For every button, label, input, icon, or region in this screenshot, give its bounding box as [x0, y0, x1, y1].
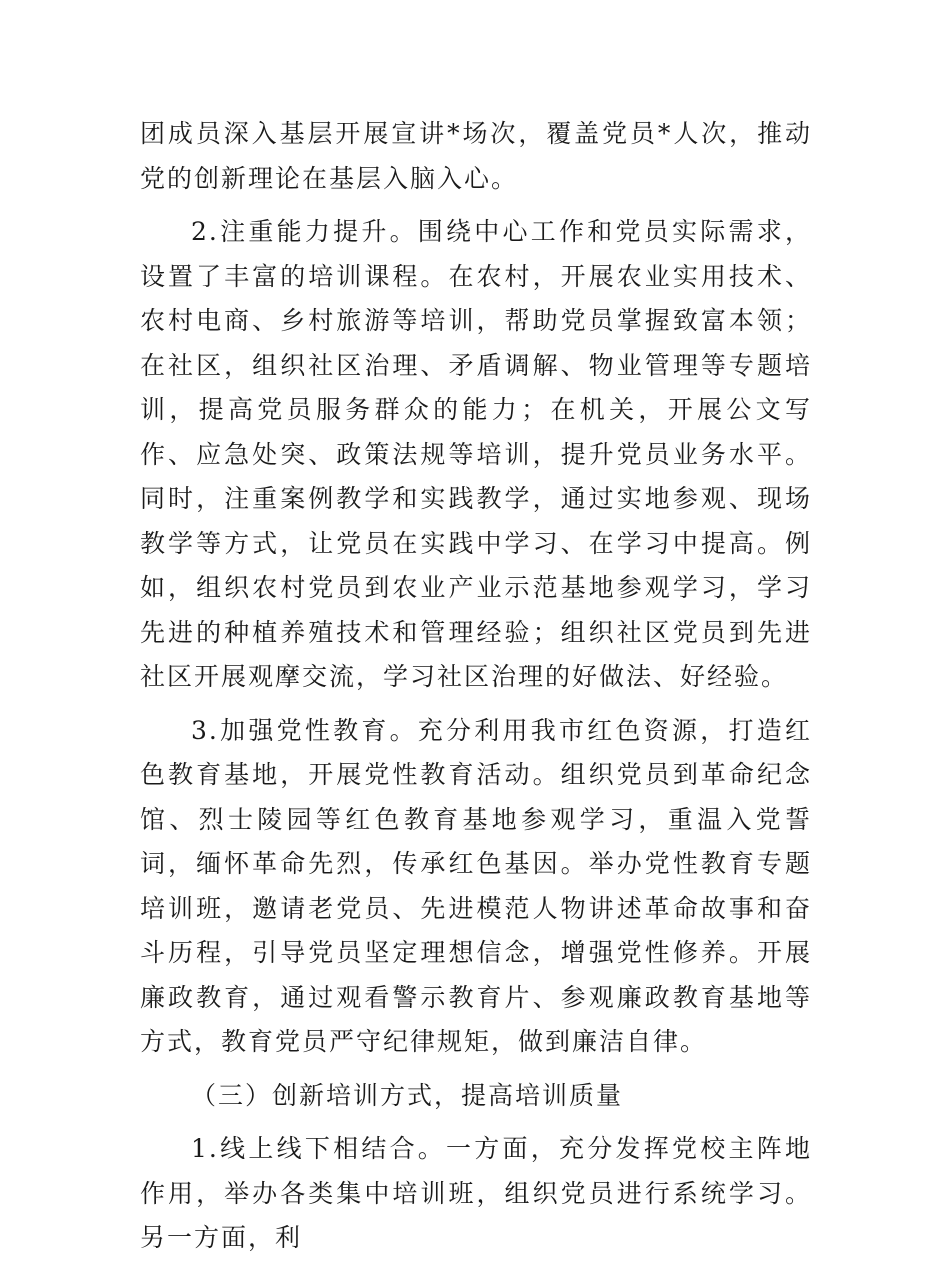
paragraph-capacity-improvement: 2.注重能力提升。围绕中心工作和党员实际需求，设置了丰富的培训课程。在农村，开展农业实用技术、农村电商、乡村旅游等培训，帮助党员掌握致富本领；在社区，组织社区治理、矛盾调解、物业管理等专题培训，提高党员服务群众的能力；在机关，开展公文写作、应急处突、政策法规等培训，提升党员业务水平。同时，注重案例教学和实践教学，通过实地参观、现场教学等方式，让党员在实践中学习、在学习中提高。例如，组织农村党员到农业产业示范基地参观学习，学习先进的种植养殖技术和管理经验；组织社区党员到先进社区开展观摩交流，学习社区治理的好做法、好经验。: [140, 217, 812, 691]
paragraph-continuation: 团成员深入基层开展宣讲*场次，覆盖党员*人次，推动党的创新理论在基层入脑入心。: [140, 119, 812, 193]
paragraph-online-offline: 1.线上线下相结合。一方面，充分发挥党校主阵地作用，举办各类集中培训班，组织党员进行系统学习。另一方面，利: [140, 1134, 812, 1252]
paragraph-party-spirit-education: 3.加强党性教育。充分利用我市红色资源，打造红色教育基地，开展党性教育活动。组织党员到革命纪念馆、烈士陵园等红色教育基地参观学习，重温入党誓词，缅怀革命先烈，传承红色基因。举办党性教育专题培训班，邀请老党员、先进模范人物讲述革命故事和奋斗历程，引导党员坚定理想信念，增强党性修养。开展廉政教育，通过观看警示教育片、参观廉政教育基地等方式，教育党员严守纪律规矩，做到廉洁自律。: [140, 715, 812, 1056]
document-body: [140, 112, 812, 1270]
section-heading: （三）创新培训方式，提高培训质量: [191, 1080, 624, 1110]
